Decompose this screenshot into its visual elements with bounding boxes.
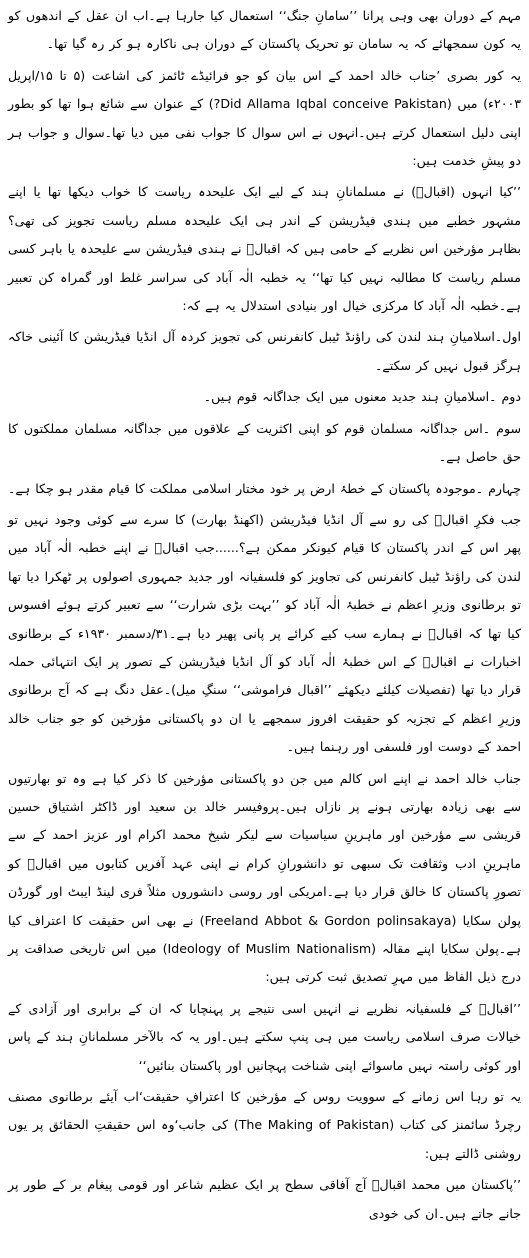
paragraph-making-of-pakistan: یہ تو رہا اس زمانے کے سوویت روس کے مؤرخین کا اعترافِ حقیقت‘اب آیئے برطانوی مصنف رچرڈ سائمنز کی کتاب (The Making of Pakistan) کی جانب‘وہ اس حقیقتِ الحقائق پر یوں روشنی ڈالتے ہیں:	[8, 1089, 521, 1161]
paragraph-campaign-intro: مہم کے دوران بھی وہی پرانا ’’سامانِ جنگ‘‘ استعمال کیا جارہا ہے۔اب ان عقل کے اندھوں کو یہ کون سمجھائے کہ یہ سامان تو تحریک پاکستان کے دوران ہی ناکارہ ہو کر رہ گیا تھا۔	[8, 8, 521, 52]
article-body	[8, 2, 521, 1228]
paragraph-friday-times-reference: یہ کور بصری ’جناب خالد احمد کے اس بیان کو جو فرائیڈے ٹائمز کی اشاعت (۵ تا ۱۵/اپریل ۲۰۰۳ء) میں (Did Allama Iqbal conceive Pakistan?) کے عنوان سے شائع ہوا تھا کو بطور اپنی دلیل استعمال کرتے ہیں۔انہوں نے اس سوال کا جواب نفی میں دیا تھا۔سوال و جواب ہر دو پیشِ خدمت ہیں:	[8, 67, 521, 169]
paragraph-point-third: سوم ۔اس جداگانہ مسلمان قوم کو اپنی اکثریت کے علاقوں میں جداگانہ مسلمان مملکتوں کا حق حاصل ہے۔	[8, 420, 521, 465]
paragraph-point-second: دوم ۔اسلامیانِ ہند جدید معنوں میں ایک جداگانہ قوم ہیں۔	[203, 389, 521, 405]
paragraph-historians: جناب خالد احمد نے اپنے اس کالم میں جن دو پاکستانی مؤرخین کا ذکر کیا ہے وہ تو بھارتیوں سے بھی زیادہ بھارتی ہونے پر نازاں ہیں۔پروفیسر خالد بن سعید اور ڈاکٹر اشتیاق حسین قریشی سے مؤرخین اور ماہرینِ سیاسیات سے لیکر شیخ محمد اکرام اور عزیز احمد کے سے ماہرینِ ادب وثقافت تک سبھی تو دانشورانِ کرام نے اپنی عہد آفریں کتابوں میں اقبالؒ کو تصورِ پاکستان کا خالق قرار دیا ہے۔امریکی اور روسی دانشوروں مثلاً فری لینڈ ایبٹ اور گورڈن پولن سکایا (Freeland Abbot & Gordon polinsakaya) نے بھی اس حقیقت کا اعتراف کیا ہے۔پولن سکایا اپنے مقالہ (Ideology of Muslim Nationalism) میں اس تاریخی صداقت پر درج ذیل الفاظ میں مہرِ تصدیق ثبت کرتی ہیں:	[8, 770, 522, 985]
paragraph-point-fourth: چہارم ۔موجودہ پاکستان کے خطۂ ارض پر خود مختار اسلامی مملکت کا قیام مقدر ہو چکا ہے۔	[8, 480, 521, 496]
paragraph-quoted-question: ’’کیا انہوں (اقبالؒ) نے مسلمانانِ ہند کے لیے ایک علیحدہ ریاست کا خواب دیکھا تھا یا اپنے مشہور خطبے میں ہندی فیڈریشن کے اندر ہی ایک علیحدہ مسلم ریاست تجویز کی تھی؟ بظاہر مؤرخین اس نظریے کے حامی ہیں کہ اقبالؒ نے ہندی فیڈریشن سے علیحدہ یا باہر کسی مسلم ریاست کا مطالبہ نہیں کیا تھا‘‘ یہ خطبہ الٰہ آباد کی سراسر غلط اور گمراہ کن تعبیر ہے۔خطبہ الٰہ آباد کا مرکزی خیال اور بنیادی استدلال یہ ہے کہ:	[8, 184, 521, 314]
paragraph-polinsakaya-quote: ’’اقبالؒ کے فلسفیانہ نظریے نے انہیں اسی نتیجے پر پہنچایا کہ ان کے برابری اور آزادی کے خیالات صرف اسلامی ریاست میں ہی پنپ سکتے ہیں۔اور یہ کہ بالآخر مسلمانانِ ہند کے پاس اور کوئی راستہ نہیں ماسوائے اپنی شناخت پہچانیں اور پاکستان بنائیں‘‘	[8, 1000, 521, 1073]
paragraph-point-first: اول۔اسلامیانِ ہند لندن کی راؤنڈ ٹیبل کانفرنس کی تجویز کردہ آل انڈیا فیڈریشن کا آئینی خاکہ ہرگز قبول نہیں کر سکتے۔	[8, 329, 521, 373]
paragraph-closing-quote: ’’پاکستان میں محمد اقبالؒ آج آفاقی سطح پر ایک عظیم شاعر اور قومی پیغام بر کے طور پر جانے جاتے ہیں۔ان کی خودی	[8, 1177, 521, 1221]
paragraph-all-india-federation: جب فکرِ اقبالؒ کی رو سے آل انڈیا فیڈریشن (اکھنڈ بھارت) کا سرے سے کوئی وجود نہیں تو پھر اس کے اندر پاکستان کا قیام کیونکر ممکن ہے؟......جب اقبالؒ نے اپنے خطبہ الٰہ آباد میں لندن کی راؤنڈ ٹیبل کانفرنس کی تجاویز کو فلسفیانہ اور جدید جمہوری اصولوں پر ٹھکرا دیا تھا تو برطانوی وزیرِ اعظم نے خطبۂ الٰہ آباد کو ’’بہت بڑی شرارت‘‘ سے تعبیر کرتے ہوئے افسوس کیا تھا کہ اقبالؒ نے ہمارے سب کیے کرائے پر پانی پھیر دیا ہے۔۳۱/دسمبر ۱۹۳۰ء کے برطانوی اخبارات نے اقبالؒ کے اس خطبۂ الٰہ آباد کو آل انڈیا فیڈریشن کے تصور پر ایک انتہائی حملہ قرار دیا تھا (تفصیلات کیلئے دیکھئے ’’اقبال فراموشی‘‘ سنگِ میل)۔عقل دنگ ہے کہ آج برطانوی وزیرِ اعظم کے تجزیہ کو حقیقت افروز سمجھے یا ان دو پاکستانی مؤرخین کو جو جناب خالد احمد کے دوست اور فلسفی اور رہنما ہیں۔	[8, 511, 521, 755]
